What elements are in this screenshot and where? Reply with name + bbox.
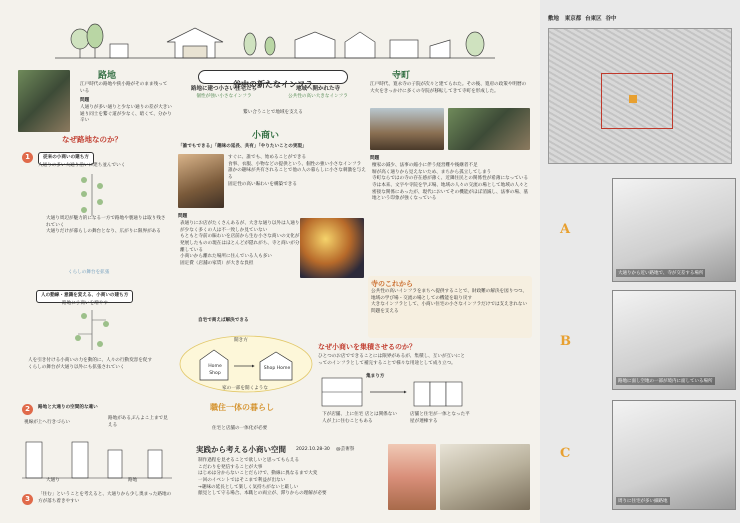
akinai-why-text: ひとつのお店でできることには限界があるが、集積し、互いが互いにとってのインフラとして補完することで様々な用途として成り立つ。 [318, 354, 465, 366]
roji-problem-list [80, 105, 175, 125]
section-3-badge: 3 [22, 494, 33, 505]
living-title: 職住一体の暮らし [210, 403, 274, 412]
akinai-photo-2 [300, 218, 364, 278]
lower-desc-right: 店舗と住宅が一体となった平屋が連棟する [410, 412, 470, 424]
connector-text: 繋い合うことで地域を支える [243, 110, 303, 115]
akinai-problem-list [180, 221, 300, 268]
akinai-keywords: 「誰でもできる」「趣味の延長、共有」「やりたいことの実現」 [178, 144, 307, 149]
practice-title: 実践から考える小商い空間 [196, 445, 286, 454]
section-2-caption-right: 路地 [128, 478, 138, 483]
pitch-label: 家の一部を開くような [222, 386, 268, 391]
section-2-caption-left: 大通り [46, 478, 60, 483]
tera-problem-label: 問題 [370, 156, 380, 161]
street-section-sketch [22, 432, 172, 482]
map-title-4: 谷中 [605, 16, 617, 22]
right-pill-sub: 公共性の高い大きなインフラ [288, 93, 348, 99]
site-marker [629, 95, 637, 103]
section-1b-title: 人の動線・意識を変える、小商いの建ち方 [36, 290, 133, 303]
practice-photo-2 [440, 444, 530, 510]
practice-item: はじめは分からないことだらけで、動線に異なるまで大変 [198, 471, 318, 477]
section-1-badge: 1 [22, 152, 33, 163]
tree-diagram-2 [72, 310, 112, 350]
tera-problem-item: 檀家の減少、法事の縮小に伴う経営難や後継者不足 [372, 163, 478, 168]
section-2-right: 路地があるぶんよこ上まで見える [108, 416, 168, 428]
section-1-title: 従来の小商いの建ち方 [38, 152, 94, 165]
tera-photo-1 [370, 108, 444, 150]
akinai-point-item: 食事、衣服、小物などの提供という、個性の強い小さなインフラ [228, 161, 362, 167]
practice-photo-1 [388, 444, 436, 510]
practice-item: 一回のイベントではそこまで利益が出ない [198, 477, 286, 483]
section-3-text: 「住む」ということを考えると、大通りから少し奥まった路地の方が落ち着きやすい [38, 492, 172, 504]
house-left-label: Home Shop [208, 364, 222, 376]
section-1-arrow: くらしの舞台を拡張 [68, 270, 110, 275]
akinai-why-title: なぜ小商いを集積させるのか？ [318, 343, 416, 351]
tera-problem-item: 寺町ならではの寺の存在感が薄く、近隣住民との関係性が希薄になっている [372, 176, 529, 182]
roji-problem-label: 問題 [80, 98, 90, 103]
tera-problem-list [372, 163, 532, 203]
practice-item: 顔見として守る場合、本職との両立が、滞りからの理解が必要 [198, 491, 327, 497]
section-2-left: 視線が上へ行きづらい [24, 420, 70, 425]
case-c-letter: C [560, 446, 571, 461]
roji-heading: 路地 [98, 71, 117, 81]
tera-heading: 寺町 [392, 71, 411, 81]
practice-item: 制作過程を見せることで欲しいと思ってもらえる [198, 458, 300, 463]
site-boundary [601, 73, 673, 129]
roji-question: なぜ路地なのか？ [62, 135, 122, 144]
left-pill-sub: 個性が強い小さなインフラ [196, 93, 252, 99]
skyline-sketch [55, 14, 495, 62]
akinai-problem-item: もともと寺前の賑わいを店前から生む小さな商いの文化が発展したものの現在はほとんどが隠れがち、寺と商いが分離している [180, 234, 300, 253]
akinai-point-item: 固定性の高い賑わいを構築できる [228, 181, 297, 187]
map-title-1: 敷地 [548, 16, 560, 22]
akinai-problem-label: 問題 [178, 214, 188, 219]
roji-photo [18, 70, 70, 132]
section-1b-notes [28, 358, 168, 371]
section-1b-note: 人を引き付ける小商いの力を動的に、人々の行動変容を促す [28, 358, 153, 363]
case-a-caption: 大通りから近い路地で、寺が交差する場所 [618, 271, 704, 276]
map-title [548, 16, 617, 24]
right-pill-label: 地域へ開かれた寺 [295, 86, 340, 92]
case-b-model [612, 290, 736, 390]
section-2-badge: 2 [22, 404, 33, 415]
case-b-caption: 路地に面し空地の一部が境内に面している場所 [618, 379, 713, 384]
case-c-caption: 周りに住宅が多い細路地 [618, 499, 668, 504]
akinai-point-item: 誰かの趣味が共有されることで他の人の暮らしに小さな刺激を与える [228, 168, 366, 180]
map-title-2: 東京都 [564, 16, 582, 22]
map-title-3: 台東区 [585, 16, 602, 22]
lower-mid: 集まり方 [366, 374, 385, 379]
section-1-notes [46, 216, 166, 236]
tera-desc: 江戸時代、寛永寺の子院が次々と建てられた。その後、寛府の政策や明暦の大火をきっかけに多くの寺院が移転してきて寺町を形成した。 [370, 82, 527, 94]
block-diagram [318, 370, 468, 410]
akinai-heading: 小商い [252, 131, 280, 141]
tera-future-list [371, 289, 529, 316]
right-column [540, 0, 740, 523]
tera-problem-item: 塀が高く通りから見えないため、まちから孤立してしまう [372, 169, 492, 175]
house-right-label: Shop Home [263, 366, 291, 371]
left-pill-label: 路地に建つ小さい住宅たち [190, 86, 257, 92]
roji-problem-item: 通り同士を繋ぐ道が少なく、暗くて、分かり辛い [80, 111, 172, 124]
tera-photo-2 [448, 108, 530, 150]
akinai-point-list [228, 155, 366, 188]
tera-problem-item: 寺は本来、文字や寺院を学ぶ場、地域の人々の交流の場として地域の人々と密接な関係にあったが、現代においてその機能がほぼ消滅し、法事の場、墓地という印象が強くなっている [372, 182, 529, 202]
practice-item: こだわりを発信することが大事 [198, 464, 263, 470]
roji-problem-item: 人通りが多い通りと少ない通りの差が大きい [80, 105, 172, 110]
akinai-problem-item: 表通りにお店がたくさんあるが、大きな通り以外は人通りが少なく多くの人は不一致しか見ていない [180, 221, 300, 233]
akinai-problem-item: 固定費（店舗の家賃）が大きな負担 [180, 260, 254, 266]
sign-label: 開き方 [234, 338, 248, 343]
living-sub: 住宅と店舗の一体化が必要 [212, 426, 268, 431]
practice-list [198, 458, 384, 498]
section-2-title: 路地と大通りの空間的な違い [38, 405, 98, 410]
practice-item: →趣味の延長として楽しく気持ちがないと厳しい [198, 484, 299, 490]
case-a-model [612, 178, 736, 282]
akinai-photo-1 [178, 154, 224, 208]
tera-future-item: 公共性の高いインフラをまちへ提供することで、財政難の解決を図りつつ、地域の学び場・交流の場としての機能を取り戻す [371, 289, 527, 301]
left-pill [178, 86, 270, 100]
practice-place: @芸術祭 [336, 447, 355, 452]
tera-future-box [368, 276, 532, 338]
tera-future-item: 大きなインフラとして、小商い住宅の小さなインフラだけでは支えきれない問題を支える [371, 302, 528, 314]
left-column [22, 148, 172, 518]
header-block [178, 70, 363, 122]
lower-desc-left: 下が店舗、上に住宅 店とは関係ない人が上に住むこともある [322, 412, 397, 424]
tree-diagram-1 [72, 174, 112, 216]
section-1b-note: くらしの舞台が大通り以外にも拡張されていく [28, 364, 125, 370]
akinai-problem-item: 小商いから離れた場所に住んでいる人も多い [180, 254, 272, 260]
tera-future-title: 寺のこれから [371, 280, 413, 288]
site-map [548, 28, 732, 164]
akinai-solve-note: 自宅で商えば解決できる [198, 318, 249, 323]
case-c-model [612, 400, 736, 510]
section-1-note: 大通り周辺が魅力的になる一方で路地や裏通りは取り残されていく [46, 216, 166, 228]
right-pill [272, 86, 364, 100]
case-b-letter: B [560, 334, 571, 349]
case-a-letter: A [560, 222, 571, 237]
practice-date: 2022.10.28-30 [296, 447, 330, 452]
section-1-sub: 人通りの多い大通り沿いに建ち並んでいく [38, 163, 126, 168]
section-1-note: 大通りだけが暮らしの舞台となり、広がりに限界がある [46, 229, 161, 235]
roji-desc: 江戸時代の路地や狭小路がそのまま残っている [80, 82, 168, 94]
section-1b-sub: 路地に小商いを増やす [62, 301, 108, 306]
akinai-point-item: すぐに、誰でも、始めることができる [228, 155, 307, 160]
page-title: 谷中の新たなインフラ [233, 80, 313, 89]
